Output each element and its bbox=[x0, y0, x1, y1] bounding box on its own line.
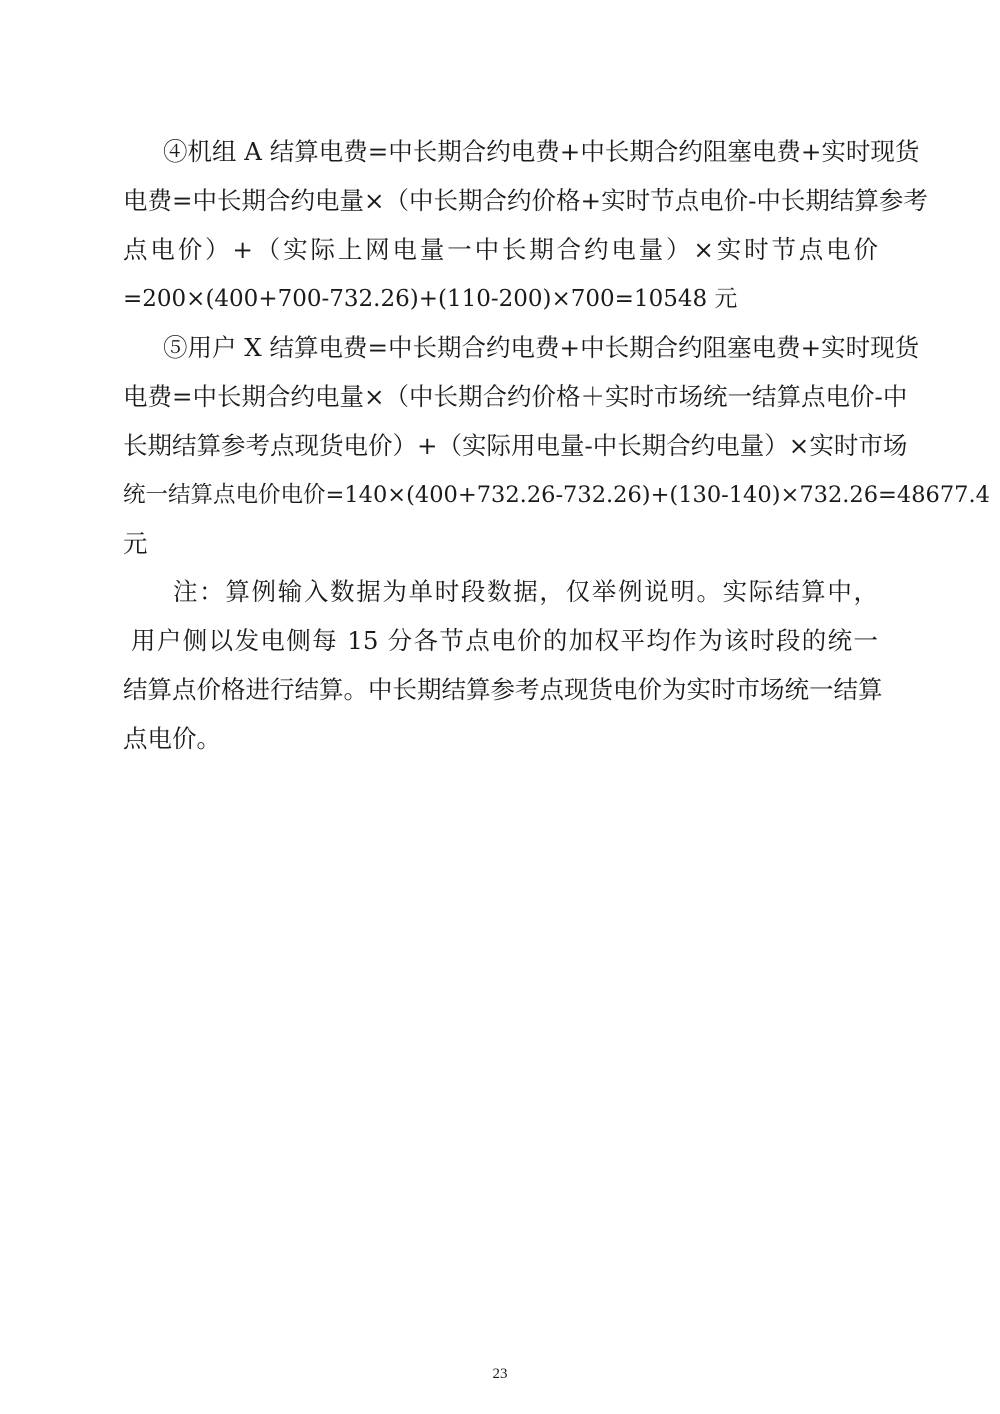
page-number: 23 bbox=[492, 1366, 508, 1382]
item4-line-4: =200×(400+700-732.26)+(110-200)×700=10548 元 bbox=[123, 286, 738, 312]
item5-line-3: 长期结算参考点现货电价）+（实际用电量-中长期合约电量）×实时市场 bbox=[123, 431, 908, 460]
note-line-4: 点电价。 bbox=[123, 724, 221, 753]
item4-line-2: 电费=中长期合约电量×（中长期合约价格+实时节点电价-中长期结算参考 bbox=[123, 186, 928, 215]
note-line-2: 用户侧以发电侧每 15 分各节点电价的加权平均作为该时段的统一 bbox=[131, 626, 878, 655]
item4-line-3: 点电价）+（实际上网电量一中长期合约电量）×实时节点电价 bbox=[123, 235, 878, 264]
item4-line-1: ④机组 A 结算电费=中长期合约电费+中长期合约阻塞电费+实时现货 bbox=[163, 137, 920, 166]
item5-line-5: 元 bbox=[123, 529, 148, 558]
item5-line-1: ⑤用户 X 结算电费=中长期合约电费+中长期合约阻塞电费+实时现货 bbox=[163, 333, 920, 362]
note-line-1: 注：算例输入数据为单时段数据，仅举例说明。实际结算中， bbox=[173, 577, 878, 606]
item5-line-2: 电费=中长期合约电量×（中长期合约价格＋实时市场统一结算点电价-中 bbox=[123, 382, 908, 411]
note-line-3: 结算点价格进行结算。中长期结算参考点现货电价为实时市场统一结算 bbox=[123, 675, 883, 704]
item5-line-4: 统一结算点电价电价=140×(400+732.26-732.26)+(130-140)×732.26=48677.4 bbox=[123, 482, 990, 508]
